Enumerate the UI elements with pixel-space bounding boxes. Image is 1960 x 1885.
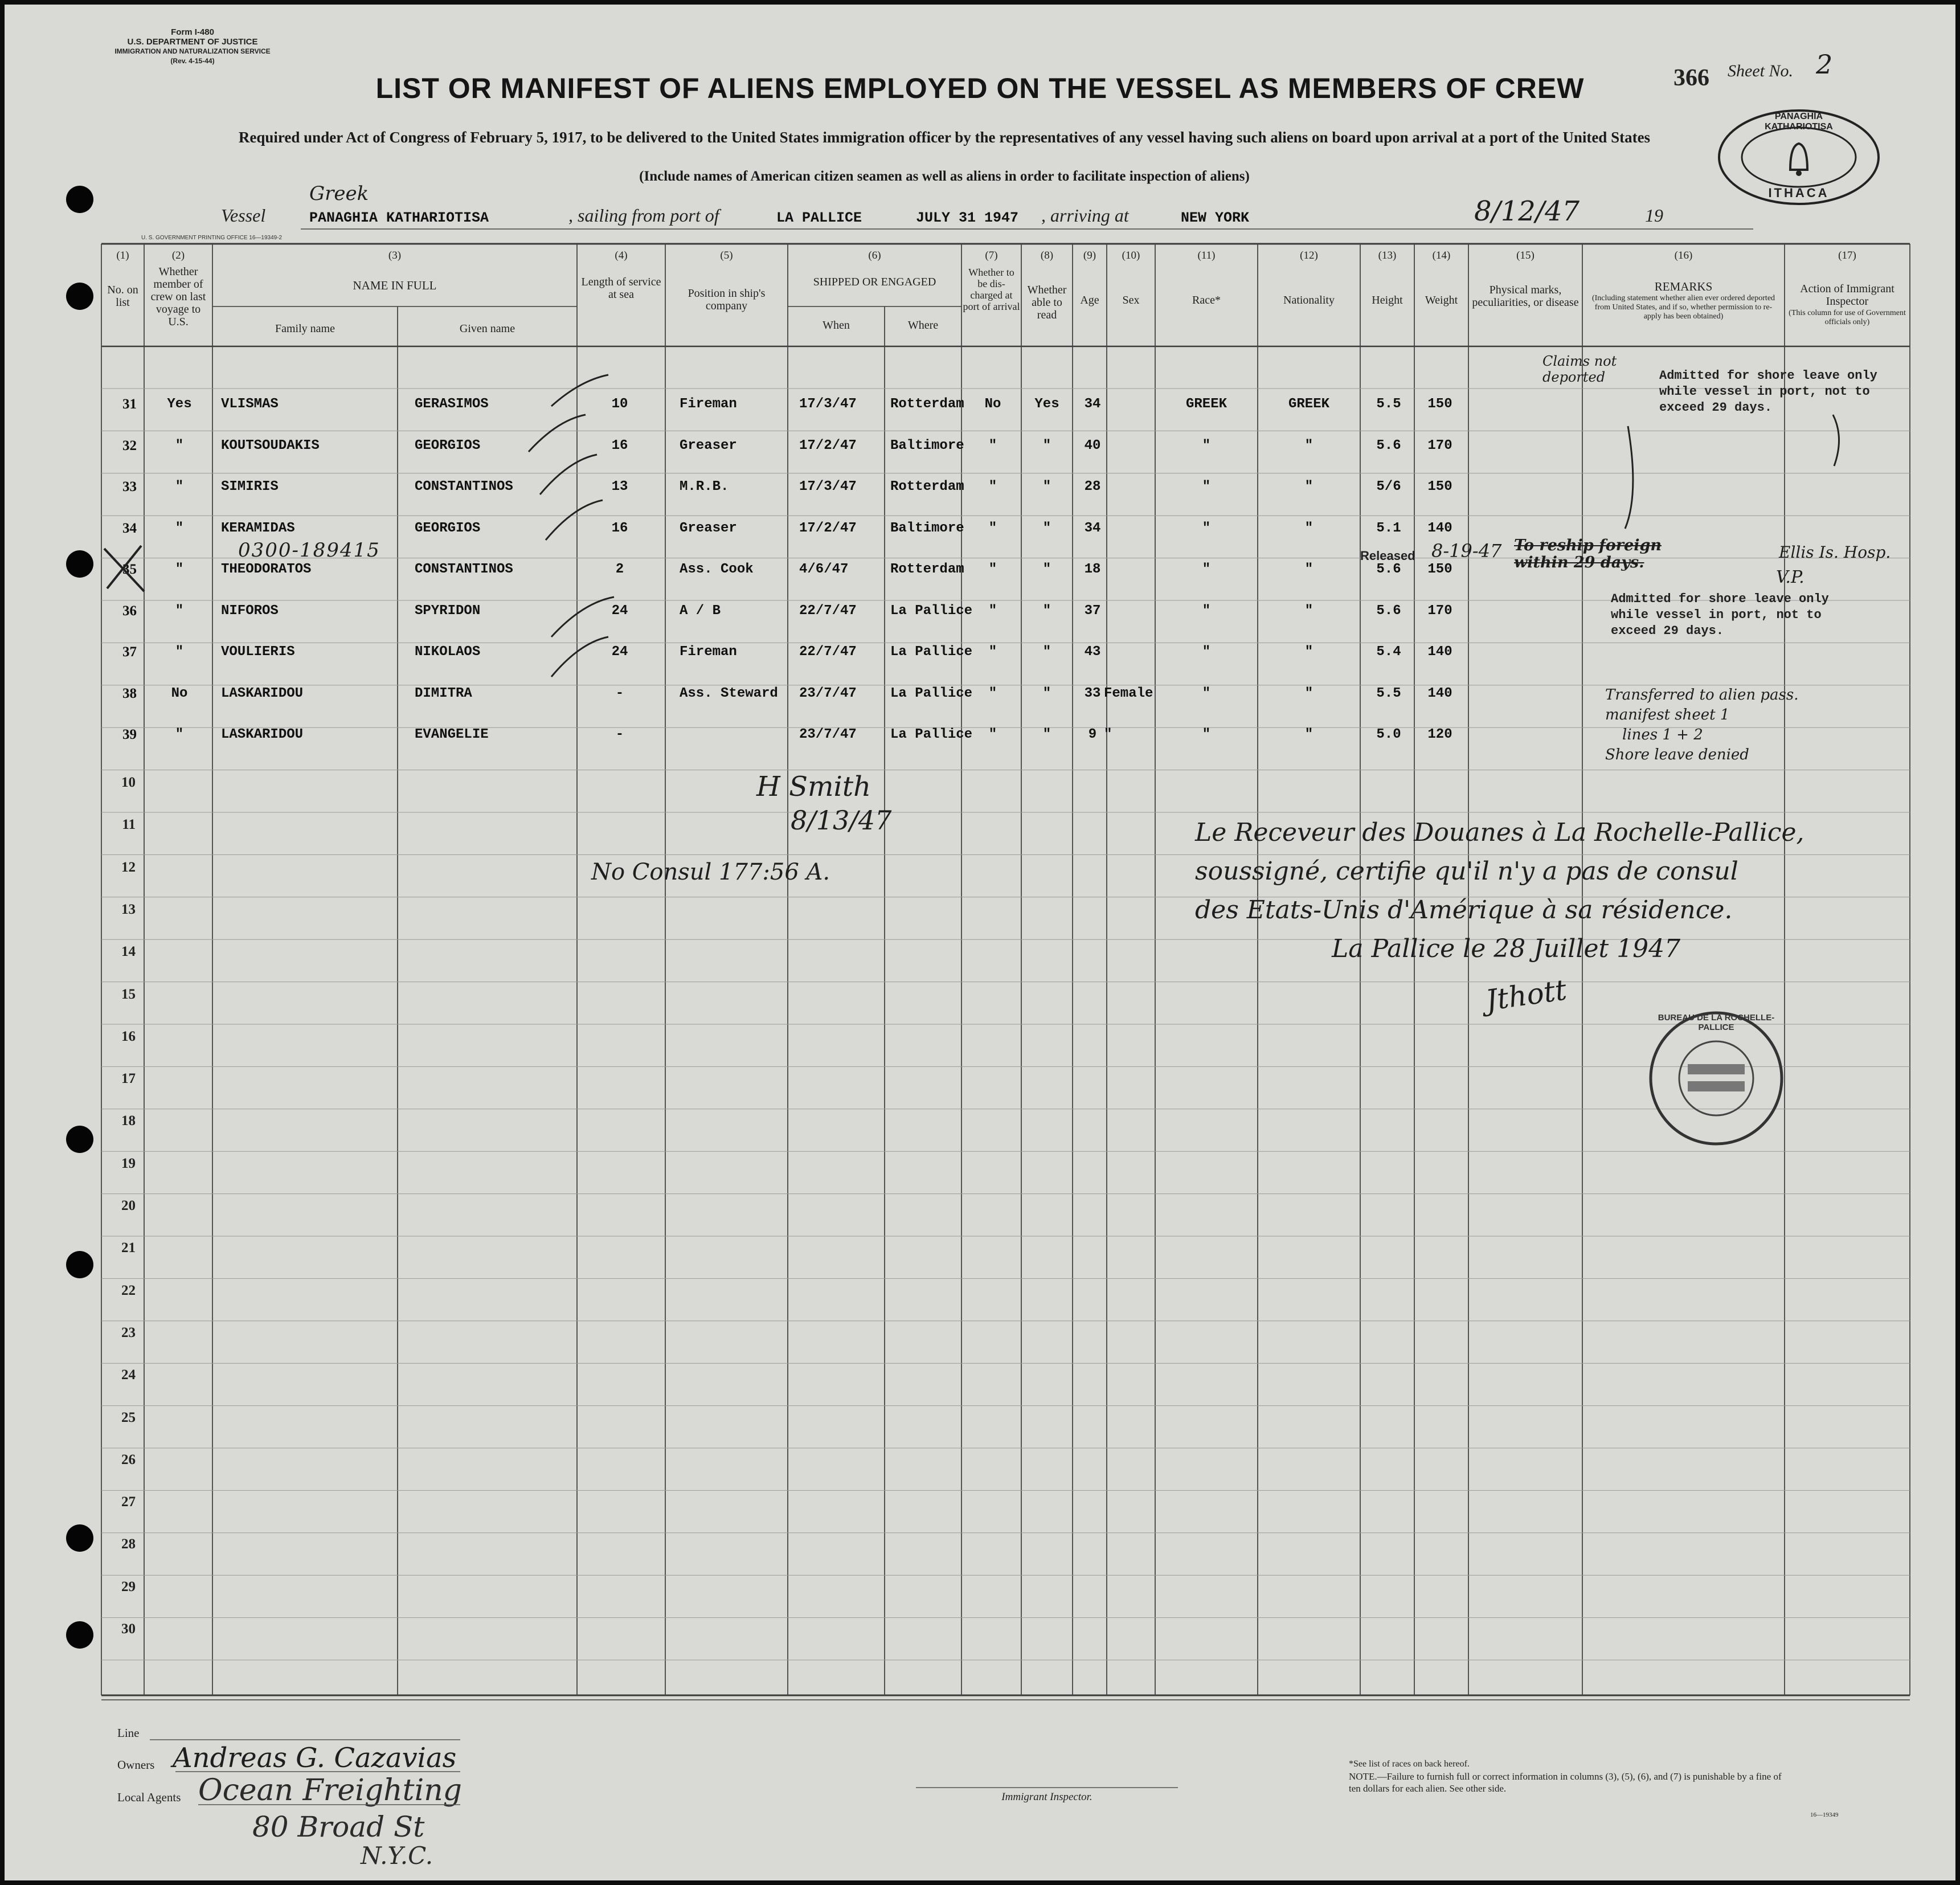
cell-family: KOUTSOUDAKIS — [221, 437, 320, 453]
cell-service: - — [615, 685, 624, 701]
form-code: 16—19349 — [1810, 1812, 1839, 1818]
remark-line: while vessel in port, not to — [1611, 608, 1822, 622]
cell-when: 23/7/47 — [799, 727, 857, 742]
cell-height: 5.0 — [1376, 727, 1401, 742]
cell-when: 23/7/47 — [799, 685, 857, 701]
col-head-race: Race* — [1192, 294, 1221, 306]
cell-read: " — [1042, 644, 1051, 660]
cell-given: EVANGELIE — [415, 727, 489, 742]
col-head-when: When — [823, 319, 850, 332]
cell-service: 2 — [615, 562, 624, 577]
row-number: 17 — [121, 1071, 136, 1087]
cell-where: Baltimore — [890, 520, 964, 536]
cell-service: 10 — [611, 396, 628, 412]
colnum-8: (8) — [1040, 250, 1054, 261]
colnum-7: (7) — [985, 250, 998, 261]
cell-position: Greaser — [680, 437, 737, 453]
cell-nationality: " — [1304, 727, 1314, 742]
row-number: 27 — [121, 1494, 136, 1510]
cell-position: Fireman — [680, 644, 737, 660]
cross-mark — [104, 546, 144, 591]
certification-line: La Pallice le 28 Juillet 1947 — [1332, 934, 1681, 963]
cell-weight: 140 — [1427, 520, 1452, 536]
printing-office: U. S. GOVERNMENT PRINTING OFFICE 16—19349-2 — [141, 235, 283, 241]
cell-discharged: " — [988, 437, 997, 453]
tick-mark — [551, 597, 614, 637]
cell-when: 17/3/47 — [799, 479, 857, 494]
cell-weight: 140 — [1427, 644, 1452, 660]
stamp-number: 366 — [1673, 65, 1709, 91]
cell-weight: 140 — [1427, 685, 1452, 701]
tick-mark — [540, 455, 597, 494]
col-head-position: Position in ship's company — [688, 287, 766, 312]
released-date: 8-19-47 — [1431, 540, 1502, 562]
cell-service: 16 — [611, 520, 628, 536]
cell-height: 5.6 — [1376, 437, 1401, 453]
ship-stamp-bottom: ITHACA — [1768, 186, 1830, 200]
col-head-remarks: REMARKS — [1654, 280, 1713, 293]
cell-read: " — [1042, 437, 1051, 453]
cell-nationality: GREEK — [1288, 396, 1329, 412]
cell-height: 5/6 — [1376, 479, 1401, 494]
remark-line: Admitted for shore leave only — [1659, 369, 1877, 383]
inspector-signature-date: 8/13/47 — [791, 805, 892, 836]
cell-when: 17/2/47 — [799, 437, 857, 453]
row-number: 38 — [122, 685, 137, 701]
sailing-port: LA PALLICE — [776, 210, 862, 226]
cell-age: 9 — [1088, 727, 1097, 742]
row-number: 12 — [121, 859, 136, 875]
cell-prev: " — [175, 437, 184, 453]
colnum-9: (9) — [1083, 250, 1096, 261]
note-line: manifest sheet 1 — [1605, 706, 1730, 723]
cell-prev: " — [175, 603, 184, 619]
customs-signature: Jthott — [1483, 973, 1569, 1017]
cell-where: Baltimore — [890, 437, 964, 453]
row-number: 14 — [121, 944, 136, 960]
row-number: 32 — [122, 437, 137, 453]
cell-discharged: " — [988, 479, 997, 494]
cell-given: CONSTANTINOS — [415, 479, 513, 494]
cell-when: 17/3/47 — [799, 396, 857, 412]
tick-mark — [551, 375, 608, 406]
tick-mark — [551, 637, 608, 677]
colnum-6: (6) — [868, 250, 881, 261]
owners-label: Owners — [117, 1758, 155, 1772]
cell-prev: Yes — [167, 396, 192, 412]
agents-label: Local Agents — [117, 1790, 181, 1804]
row-number: 25 — [121, 1409, 136, 1425]
cell-family: VOULIERIS — [221, 644, 295, 660]
col-head-sex: Sex — [1122, 294, 1140, 306]
cell-age: 18 — [1084, 562, 1101, 577]
cell-position: Ass. Cook — [680, 562, 754, 577]
colnum-5: (5) — [720, 250, 733, 261]
cell-age: 37 — [1084, 603, 1101, 619]
row-number: 13 — [121, 901, 136, 917]
col-head-discharged: Whether to be dis-charged at port of arrival — [963, 267, 1020, 312]
cell-height: 5.1 — [1376, 520, 1401, 536]
cell-given: CONSTANTINOS — [415, 562, 513, 577]
cell-discharged: No — [984, 396, 1001, 412]
row-number: 35 — [122, 562, 137, 577]
row-number: 22 — [121, 1282, 136, 1298]
cell-position: Fireman — [680, 396, 737, 412]
col-head-height: Height — [1372, 294, 1403, 306]
colnum-15: (15) — [1516, 250, 1535, 261]
col-head-no: No. on list — [107, 284, 138, 309]
cell-discharged: " — [988, 685, 997, 701]
agents-value-1: Ocean Freighting — [198, 1773, 462, 1808]
row-number: 19 — [121, 1155, 136, 1171]
cell-race: " — [1202, 437, 1211, 453]
cell-read: " — [1042, 685, 1051, 701]
row-number: 18 — [121, 1113, 136, 1129]
cell-given: GEORGIOS — [415, 437, 481, 453]
cell-nationality: " — [1304, 520, 1314, 536]
cell-nationality: " — [1304, 437, 1314, 453]
cell-when: 22/7/47 — [799, 603, 857, 619]
manifest-sheet — [5, 5, 1955, 1880]
race-note: *See list of races on back hereof. — [1349, 1759, 1470, 1769]
cell-height: 5.5 — [1376, 685, 1401, 701]
cell-given: SPYRIDON — [415, 603, 481, 619]
cell-discharged: " — [988, 520, 997, 536]
row35-number: 0300-189415 — [238, 539, 380, 562]
cell-prev: " — [175, 562, 184, 577]
inspector-signature: H Smith — [756, 771, 871, 803]
col-head-nationality: Nationality — [1283, 294, 1335, 306]
subtitle: Required under Act of Congress of February 5, 1917, to be delivered to the United States immigration officer by the representatives of any vessel having such aliens on board upon arrival at a port of the United States — [238, 129, 1651, 146]
vp-note: V.P. — [1776, 567, 1804, 587]
cell-weight: 150 — [1427, 396, 1452, 412]
sailing-label: , sailing from port of — [568, 205, 719, 226]
col-head-name: NAME IN FULL — [353, 279, 437, 292]
ellis-note: Ellis Is. Hosp. — [1779, 543, 1891, 562]
cell-discharged: " — [988, 603, 997, 619]
tick-mark — [529, 415, 586, 452]
cell-discharged: " — [988, 644, 997, 660]
colnum-4: (4) — [615, 250, 628, 261]
cell-age: 40 — [1084, 437, 1101, 453]
col-head-given: Given name — [459, 322, 515, 335]
cell-race: " — [1202, 727, 1211, 742]
cell-given: NIKOLAOS — [415, 644, 481, 660]
fine-note: NOTE.—Failure to furnish full or correct information in columns (3), (5), (6), and (7) is punishable by a fine of ten dollars for each alien. See other side. — [1349, 1771, 1782, 1794]
cell-family: LASKARIDOU — [221, 685, 304, 701]
line-label: Line — [117, 1726, 140, 1740]
row-number: 26 — [121, 1451, 136, 1467]
page-title: LIST OR MANIFEST OF ALIENS EMPLOYED ON THE VESSEL AS MEMBERS OF CREW — [375, 72, 1585, 104]
colnum-2: (2) — [171, 250, 185, 261]
cell-sex: Female — [1104, 685, 1153, 701]
cell-family: VLISMAS — [221, 396, 279, 412]
cell-race: " — [1202, 644, 1211, 660]
col-head-family: Family name — [275, 322, 335, 335]
col-head-weight: Weight — [1425, 294, 1458, 306]
cell-race: " — [1202, 603, 1211, 619]
row-number: 11 — [122, 817, 136, 833]
immigrant-inspector-label: Immigrant Inspector. — [1001, 1791, 1092, 1803]
vessel-label: Vessel — [221, 205, 266, 226]
row-number: 30 — [121, 1621, 136, 1637]
cell-sex: " — [1104, 727, 1112, 742]
remark-line: while vessel in port, not to — [1659, 385, 1870, 399]
col-head-age: Age — [1080, 294, 1099, 306]
released-text: To reship foreign within 29 days. — [1514, 537, 1662, 571]
col-head-remarks-sub: (Including statement whether alien ever ordered deported from United States, and if so, whether permission to re-apply has been obtained) — [1591, 294, 1775, 321]
cell-read: " — [1042, 562, 1051, 577]
cell-race: GREEK — [1185, 396, 1227, 412]
sailing-date: JULY 31 1947 — [916, 210, 1019, 226]
cell-where: Rotterdam — [890, 479, 964, 494]
row-number: 31 — [122, 396, 137, 412]
note-line: Transferred to alien pass. — [1605, 686, 1799, 704]
cell-service: 24 — [611, 644, 628, 660]
col-head-read: Whether able to read — [1027, 284, 1067, 321]
certification-line: des Etats-Unis d'Amérique à sa résidence. — [1195, 896, 1733, 925]
tick-mark — [546, 500, 603, 540]
certification-line: soussigné, certifie qu'il n'y a pas de consul — [1195, 857, 1738, 886]
cell-prev: " — [175, 727, 184, 742]
row-number: 34 — [122, 520, 137, 536]
cell-family: THEODORATOS — [221, 562, 312, 577]
remark-line: Admitted for shore leave only — [1611, 592, 1829, 606]
owners-value: Andreas G. Cazavias — [173, 1742, 457, 1774]
cell-family: SIMIRIS — [221, 479, 279, 494]
row-number: 37 — [122, 644, 137, 660]
row-number: 23 — [121, 1324, 136, 1340]
row-number: 36 — [122, 603, 137, 619]
cell-read: " — [1042, 520, 1051, 536]
row-number: 15 — [121, 986, 136, 1002]
certification-line: Le Receveur des Douanes à La Rochelle-Pallice, — [1195, 818, 1804, 847]
cell-age: 43 — [1084, 644, 1101, 660]
cell-where: La Pallice — [890, 603, 973, 619]
cell-when: 22/7/47 — [799, 644, 857, 660]
cell-when: 17/2/47 — [799, 520, 857, 536]
header-note: (Include names of American citizen seamen as well as aliens in order to facilitate inspection of aliens) — [639, 169, 1250, 184]
colnum-11: (11) — [1197, 250, 1216, 261]
cell-position: A / B — [680, 603, 721, 619]
row-number: 10 — [121, 775, 136, 790]
cell-where: La Pallice — [890, 685, 973, 701]
cell-family: KERAMIDAS — [221, 520, 295, 536]
cell-position: M.R.B. — [680, 479, 729, 494]
cell-height: 5.6 — [1376, 603, 1401, 619]
cell-height: 5.4 — [1376, 644, 1401, 660]
cell-race: " — [1202, 562, 1211, 577]
cell-race: " — [1202, 685, 1211, 701]
cell-age: 28 — [1084, 479, 1101, 494]
cell-age: 34 — [1084, 520, 1101, 536]
vessel-name: PANAGHIA KATHARIOTISA — [309, 210, 489, 226]
agents-value-2: 80 Broad St — [252, 1810, 425, 1843]
col-head-service: Length of service at sea — [581, 276, 661, 301]
row-number: 16 — [121, 1028, 136, 1044]
cell-service: 13 — [611, 479, 628, 494]
cell-service: 24 — [611, 603, 628, 619]
cell-read: " — [1042, 727, 1051, 742]
col-head-prev-voyage: Whether member of crew on last voyage to U.S. — [150, 265, 206, 328]
claims-note: Claims not deported — [1542, 353, 1617, 385]
form-department: U.S. DEPARTMENT OF JUSTICE — [127, 37, 258, 47]
row-number: 20 — [121, 1198, 136, 1213]
colnum-3: (3) — [388, 250, 402, 261]
colnum-13: (13) — [1378, 250, 1397, 261]
row-number: 39 — [122, 727, 137, 742]
col-head-where: Where — [907, 319, 939, 332]
customs-stamp-text: BUREAU DE LA ROCHELLE-PALLICE — [1658, 1013, 1775, 1032]
cell-given: GERASIMOS — [415, 396, 489, 412]
colnum-1: (1) — [116, 250, 129, 261]
agents-value-3: N.Y.C. — [361, 1842, 433, 1870]
cell-read: " — [1042, 603, 1051, 619]
cell-where: La Pallice — [890, 727, 973, 742]
cell-age: 34 — [1084, 396, 1101, 412]
released-label: Released — [1360, 549, 1415, 563]
form-revision: (Rev. 4-15-44) — [170, 57, 215, 65]
year-prefix: 19 — [1645, 205, 1663, 226]
cell-race: " — [1202, 479, 1211, 494]
cell-where: Rotterdam — [890, 562, 964, 577]
arrival-date: 8/12/47 — [1474, 195, 1580, 227]
note-line: lines 1 + 2 — [1622, 726, 1703, 743]
cell-weight: 120 — [1427, 727, 1452, 742]
cell-when: 4/6/47 — [799, 562, 849, 577]
cell-height: 5.5 — [1376, 396, 1401, 412]
sheet-label: Sheet No. — [1728, 62, 1793, 80]
cell-nationality: " — [1304, 562, 1314, 577]
row-number: 28 — [121, 1536, 136, 1552]
cell-discharged: " — [988, 727, 997, 742]
cell-nationality: " — [1304, 479, 1314, 494]
cell-nationality: " — [1304, 603, 1314, 619]
cell-family: NIFOROS — [221, 603, 279, 619]
sheet-number: 2 — [1816, 49, 1833, 80]
cell-weight: 170 — [1427, 437, 1452, 453]
cell-prev: " — [175, 644, 184, 660]
col-head-action: Action of Immigrant Inspector — [1800, 283, 1894, 308]
arriving-label: , arriving at — [1041, 205, 1129, 226]
row-number: 24 — [121, 1367, 136, 1383]
colnum-17: (17) — [1838, 250, 1856, 261]
cell-where: La Pallice — [890, 644, 973, 660]
colnum-16: (16) — [1674, 250, 1693, 261]
cell-race: " — [1202, 520, 1211, 536]
remark-line: exceed 29 days. — [1659, 400, 1773, 415]
tick-marks — [5, 5, 1955, 1880]
cell-where: Rotterdam — [890, 396, 964, 412]
cell-read: " — [1042, 479, 1051, 494]
cell-discharged: " — [988, 562, 997, 577]
row-number: 21 — [121, 1240, 136, 1256]
col-head-action-sub: (This column for use of Government officials only) — [1789, 309, 1906, 326]
cell-service: 16 — [611, 437, 628, 453]
cell-read: Yes — [1034, 396, 1059, 412]
cell-prev: " — [175, 520, 184, 536]
colnum-14: (14) — [1432, 250, 1451, 261]
cell-position: Ass. Steward — [680, 685, 778, 701]
cell-weight: 150 — [1427, 562, 1452, 577]
col-head-physical: Physical marks, peculiarities, or disease — [1472, 284, 1579, 309]
cell-service: - — [615, 727, 624, 742]
cell-height: 5.6 — [1376, 562, 1401, 577]
form-number: Form I-480 — [171, 27, 214, 37]
row-number: 33 — [122, 479, 137, 494]
form-service: IMMIGRATION AND NATURALIZATION SERVICE — [114, 47, 271, 55]
cell-nationality: " — [1304, 644, 1314, 660]
row-number: 29 — [121, 1579, 136, 1594]
cell-age: 33 — [1084, 685, 1101, 701]
colnum-12: (12) — [1300, 250, 1318, 261]
cell-prev: " — [175, 479, 184, 494]
remark-line: exceed 29 days. — [1611, 624, 1724, 638]
note-line: Shore leave denied — [1605, 746, 1749, 763]
cell-given: DIMITRA — [415, 685, 472, 701]
cell-weight: 150 — [1427, 479, 1452, 494]
cell-family: LASKARIDOU — [221, 727, 304, 742]
cell-prev: No — [171, 685, 188, 701]
vessel-flag: Greek — [309, 182, 369, 205]
arriving-port: NEW YORK — [1181, 210, 1250, 226]
consul-note: No Consul 177:56 A. — [591, 859, 830, 885]
cell-weight: 170 — [1427, 603, 1452, 619]
colnum-10: (10) — [1122, 250, 1140, 261]
ship-stamp-top: PANAGHIA KATHARIOTISA — [1765, 112, 1833, 132]
cell-nationality: " — [1304, 685, 1314, 701]
col-head-shipped: SHIPPED OR ENGAGED — [813, 276, 936, 288]
cell-given: GEORGIOS — [415, 520, 481, 536]
cell-position: Greaser — [680, 520, 737, 536]
